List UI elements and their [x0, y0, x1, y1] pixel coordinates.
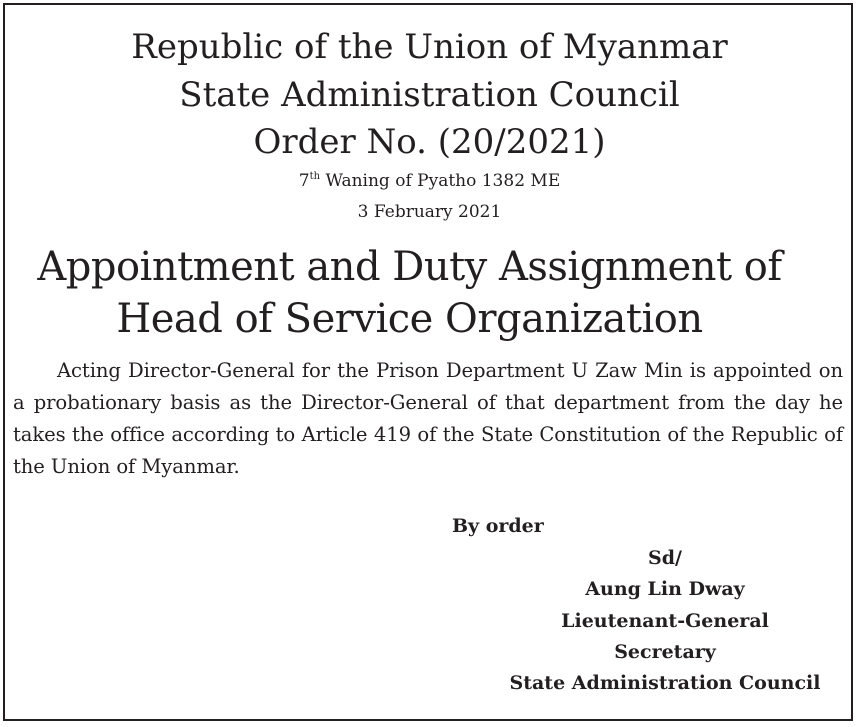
body-paragraph: Acting Director-General for the Prison Department U Zaw Min is appointed on a probationary basis as the Director-General of that department from the day he takes the office according to Article 419 of the State Constitution of the Republic of the Union of Myanmar. — [13, 359, 843, 478]
date-myanmar — [0, 173, 859, 190]
date-myanmar-suffix: th — [309, 171, 321, 182]
signature-sd: Sd/ — [648, 547, 682, 569]
by-order-label: By order — [452, 515, 544, 537]
signatory-organization: State Administration Council — [509, 672, 821, 694]
date-myanmar-day: 7 — [298, 171, 310, 191]
date-gregorian: 3 February 2021 — [357, 202, 502, 222]
title-line-2: Head of Service Organization — [116, 296, 703, 342]
title-line-1: Appointment and Duty Assignment of — [37, 244, 782, 290]
signatory-position: Secretary — [614, 641, 716, 663]
order-number: Order No. (20/2021) — [253, 122, 606, 162]
signatory-rank: Lieutenant-General — [561, 610, 769, 632]
signatory-name: Aung Lin Dway — [585, 578, 745, 600]
date-myanmar-rest: Waning of Pyatho 1382 ME — [320, 171, 561, 191]
header-country: Republic of the Union of Myanmar — [131, 27, 728, 67]
header-council: State Administration Council — [179, 75, 680, 115]
